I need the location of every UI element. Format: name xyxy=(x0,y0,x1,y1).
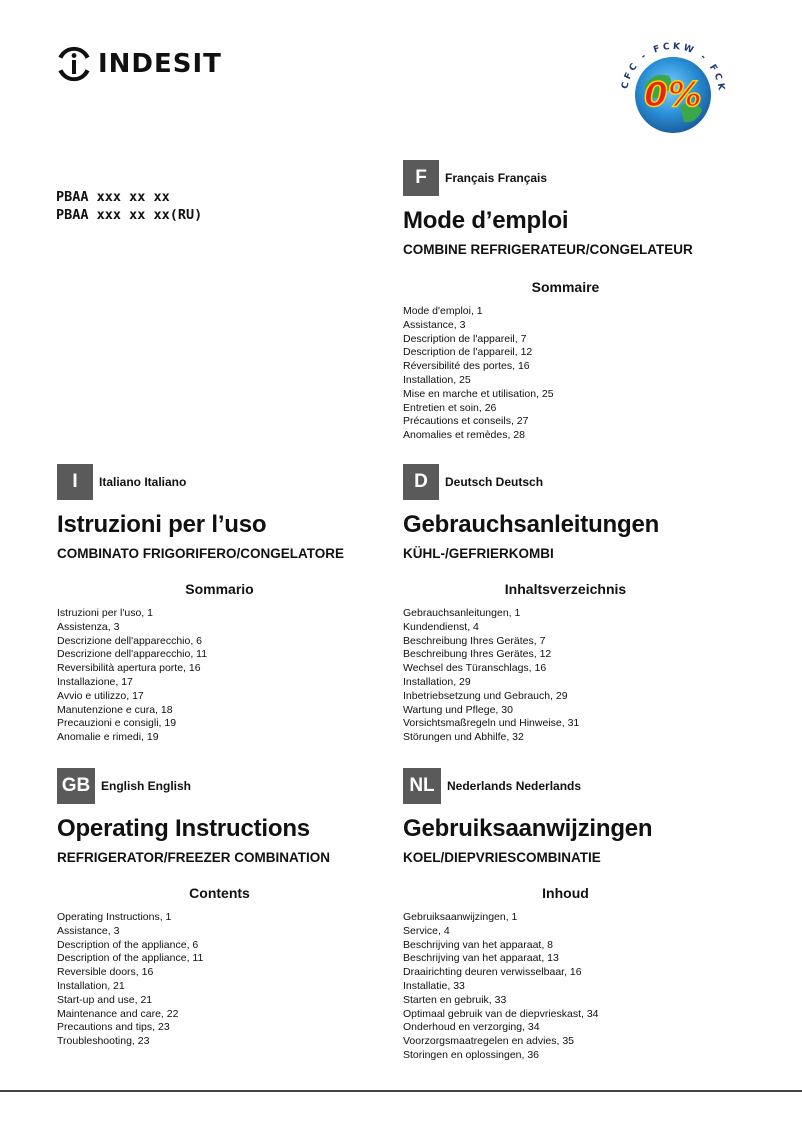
section-title: Mode d’emploi xyxy=(403,207,569,234)
toc-item: Anomalie e rimedi, 19 xyxy=(57,731,159,744)
toc-item: Installazione, 17 xyxy=(57,675,133,688)
language-label: English English xyxy=(101,779,192,793)
toc-item: Optimaal gebruik van de diepvrieskast, 34 xyxy=(403,1007,599,1020)
language-header xyxy=(403,768,763,804)
toc-item: Assistance, 3 xyxy=(403,318,466,331)
section-italian xyxy=(57,464,417,745)
language-label: Deutsch Deutsch xyxy=(445,475,544,489)
toc-item: Descrizione dell'apparecchio, 6 xyxy=(57,634,203,647)
toc-item: Beschreibung Ihres Gerätes, 12 xyxy=(403,648,552,661)
toc-item: Anomalies et remèdes, 28 xyxy=(403,429,525,442)
toc-item: Operating Instructions, 1 xyxy=(57,911,172,923)
section-subtitle: COMBINE REFRIGERATEUR/CONGELATEUR xyxy=(403,242,693,257)
section-title: Gebruiksaanwijzingen xyxy=(403,815,653,842)
toc-item: Installation, 25 xyxy=(403,373,471,386)
toc-item: Voorzorgsmaatregelen en advies, 35 xyxy=(403,1035,575,1048)
model-1: PBAA xxx xx xx xyxy=(56,189,170,205)
toc-item: Réversibilité des portes, 16 xyxy=(403,360,530,373)
toc-item: Istruzioni per l'uso, 1 xyxy=(57,607,153,619)
toc-item: Precauzioni e consigli, 19 xyxy=(57,717,177,730)
language-header xyxy=(57,768,417,804)
toc-item: Starten en gebruik, 33 xyxy=(403,993,507,1006)
toc-item: Inbetriebsetzung und Gebrauch, 29 xyxy=(403,689,568,702)
toc-heading: Inhoud xyxy=(542,885,589,901)
toc-item: Onderhoud en verzorging, 34 xyxy=(403,1021,540,1034)
indesit-i-icon xyxy=(56,46,92,82)
toc-item: Reversible doors, 16 xyxy=(57,966,154,979)
toc-item: Beschrijving van het apparaat, 13 xyxy=(403,952,559,965)
toc-item: Störungen und Abhilfe, 32 xyxy=(403,731,524,744)
badge-ring-text: CFC - FCKW - FCK xyxy=(620,41,727,94)
language-label: Italiano Italiano xyxy=(99,475,187,489)
section-title: Operating Instructions xyxy=(57,815,310,842)
language-code: F xyxy=(403,160,439,196)
toc-item: Assistenza, 3 xyxy=(57,620,120,633)
toc-heading: Sommaire xyxy=(531,279,600,295)
toc-item: Precautions and tips, 23 xyxy=(57,1021,170,1034)
section-german xyxy=(403,464,763,745)
toc-item: Installatie, 33 xyxy=(403,979,465,992)
toc-item: Vorsichtsmaßregeln und Hinweise, 31 xyxy=(403,717,580,730)
toc-item: Wechsel des Türanschlags, 16 xyxy=(403,662,547,675)
toc-item: Descrizione dell'apparecchio, 11 xyxy=(57,648,208,661)
toc-item: Beschreibung Ihres Gerätes, 7 xyxy=(403,634,546,647)
toc-heading: Inhaltsverzeichnis xyxy=(504,581,627,597)
section-subtitle: REFRIGERATOR/FREEZER COMBINATION xyxy=(57,850,330,865)
toc-item: Maintenance and care, 22 xyxy=(57,1007,179,1020)
section-subtitle: KÜHL-/GEFRIERKOMBI xyxy=(403,546,554,561)
language-code: I xyxy=(57,464,93,500)
toc-item: Draairichting deuren verwisselbaar, 16 xyxy=(403,966,582,979)
toc-item: Beschrijving van het apparaat, 8 xyxy=(403,938,554,951)
language-label: Français Français xyxy=(445,171,548,185)
toc-item: Storingen en oplossingen, 36 xyxy=(403,1048,540,1061)
toc-heading: Sommario xyxy=(185,581,254,597)
bottom-divider xyxy=(0,1090,802,1092)
language-header xyxy=(57,464,417,500)
language-code: NL xyxy=(403,768,441,804)
toc-list xyxy=(403,607,763,745)
section-title: Gebrauchsanleitungen xyxy=(403,511,660,538)
section-subtitle: COMBINATO FRIGORIFERO/CONGELATORE xyxy=(57,546,345,561)
toc-item: Gebruiksaanwijzingen, 1 xyxy=(403,911,518,923)
toc-list xyxy=(403,911,763,1063)
model-list xyxy=(56,188,202,224)
indesit-logo xyxy=(56,46,222,82)
toc-item: Entretien et soin, 26 xyxy=(403,401,497,414)
badge-center-text: 0% xyxy=(644,75,702,115)
section-english xyxy=(57,768,417,1049)
section-title: Istruzioni per l’uso xyxy=(57,511,267,538)
toc-item: Description de l'appareil, 12 xyxy=(403,346,533,359)
toc-item: Service, 4 xyxy=(403,924,450,937)
toc-item: Installation, 29 xyxy=(403,675,471,688)
toc-item: Avvio e utilizzo, 17 xyxy=(57,689,144,702)
toc-heading: Contents xyxy=(189,885,250,901)
toc-item: Wartung und Pflege, 30 xyxy=(403,703,513,716)
toc-item: Troubleshooting, 23 xyxy=(57,1035,150,1048)
language-label: Nederlands Nederlands xyxy=(447,779,582,793)
toc-item: Description of the appliance, 6 xyxy=(57,938,199,951)
model-2: PBAA xxx xx xx(RU) xyxy=(56,207,203,223)
language-header xyxy=(403,464,763,500)
section-french xyxy=(403,160,763,443)
cfc-free-badge xyxy=(614,36,732,154)
toc-item: Mode d'emploi, 1 xyxy=(403,305,483,317)
toc-list xyxy=(57,607,417,745)
section-subtitle: KOEL/DIEPVRIESCOMBINATIE xyxy=(403,850,601,865)
toc-item: Gebrauchsanleitungen, 1 xyxy=(403,607,521,619)
section-dutch xyxy=(403,768,763,1063)
toc-item: Reversibilità apertura porte, 16 xyxy=(57,662,201,675)
toc-item: Description de l'appareil, 7 xyxy=(403,332,527,345)
toc-item: Kundendienst, 4 xyxy=(403,620,479,633)
language-header xyxy=(403,160,763,196)
brand-name: INDESIT xyxy=(98,49,222,79)
toc-item: Manutenzione e cura, 18 xyxy=(57,703,173,716)
toc-item: Installation, 21 xyxy=(57,979,125,992)
toc-list xyxy=(403,305,763,443)
toc-item: Assistance, 3 xyxy=(57,924,120,937)
language-code: D xyxy=(403,464,439,500)
toc-list xyxy=(57,911,417,1049)
toc-item: Description of the appliance, 11 xyxy=(57,952,204,965)
toc-item: Start-up and use, 21 xyxy=(57,993,153,1006)
toc-item: Mise en marche et utilisation, 25 xyxy=(403,387,554,400)
language-code: GB xyxy=(57,768,95,804)
toc-item: Précautions et conseils, 27 xyxy=(403,415,529,428)
